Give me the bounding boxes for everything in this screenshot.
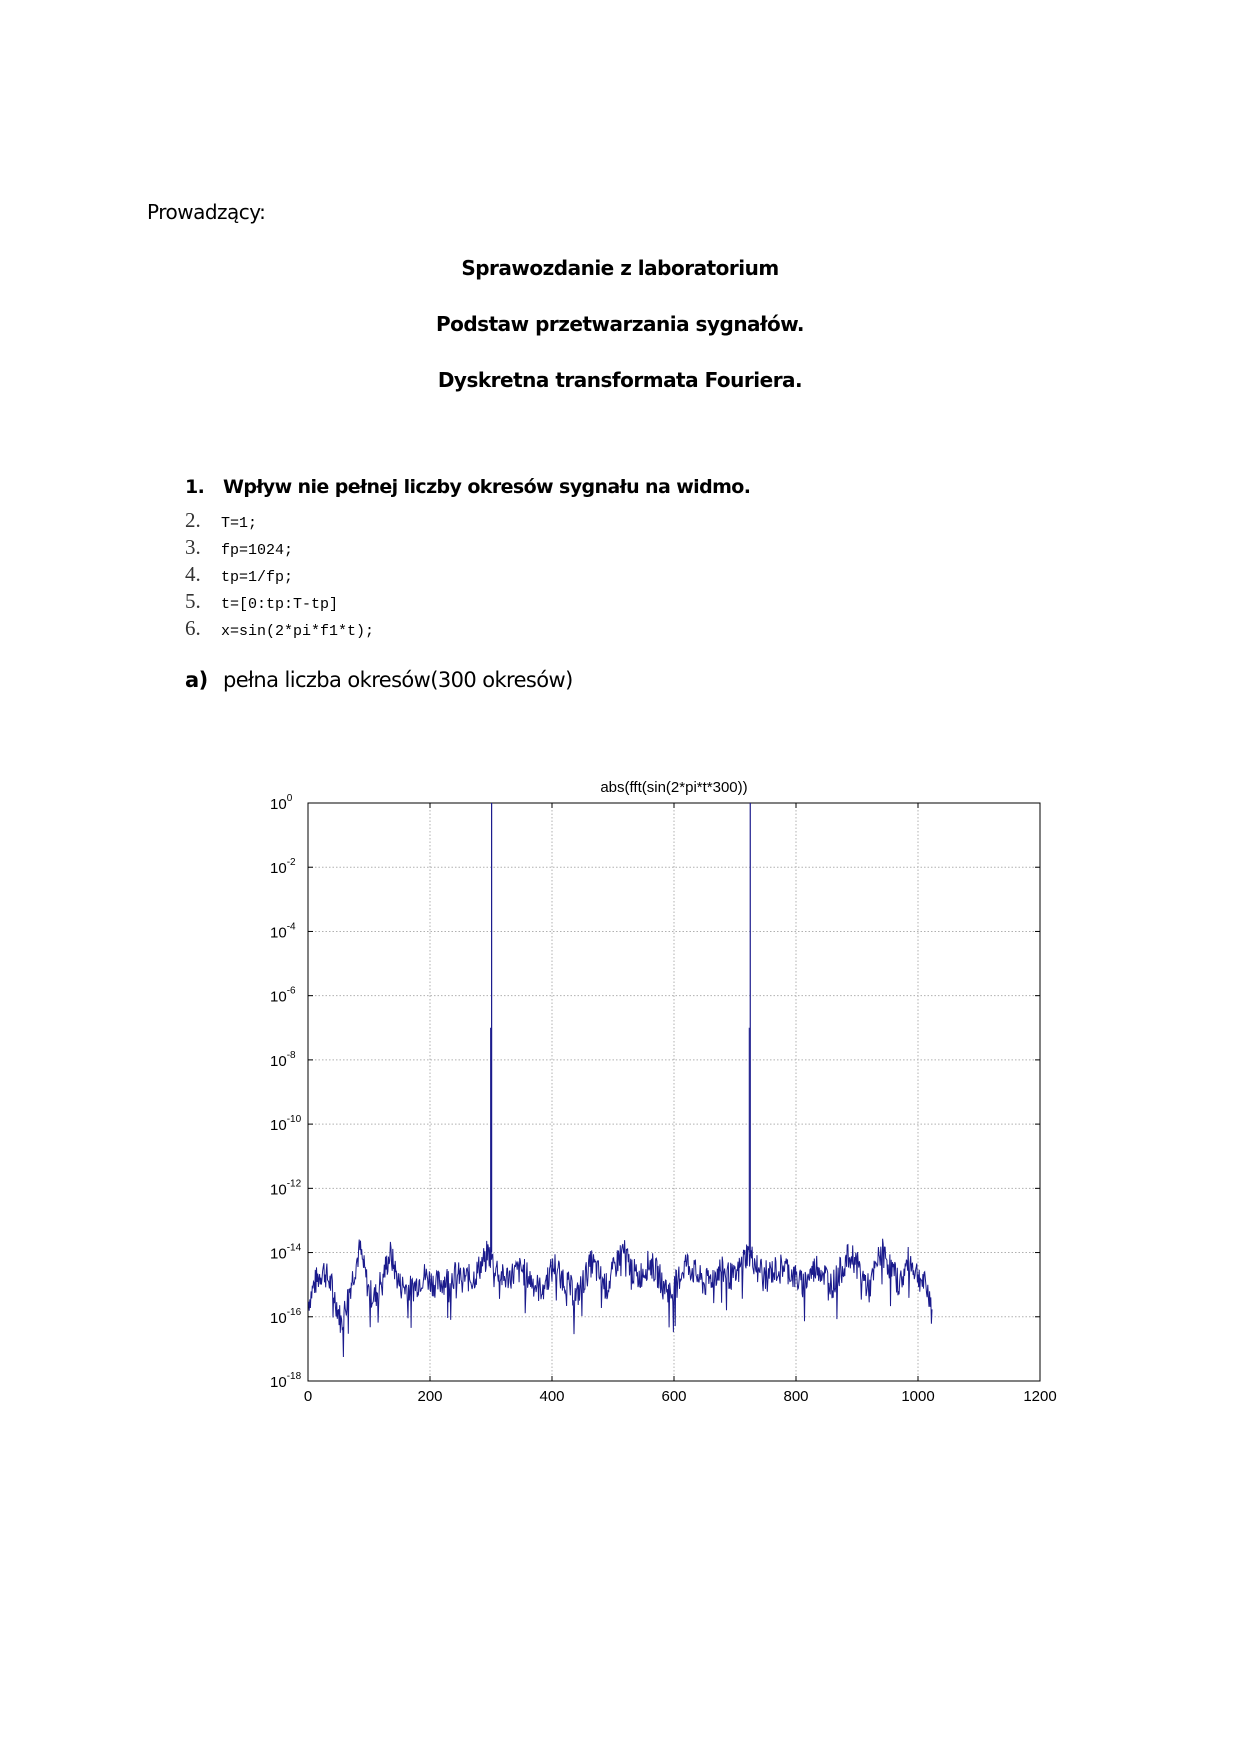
line-number: 3.	[185, 535, 201, 559]
code-text: T=1;	[221, 515, 258, 532]
spectrum-peaks	[491, 803, 751, 1253]
report-title: Sprawozdanie z laboratorium	[461, 256, 779, 280]
line-number: 2.	[185, 508, 201, 532]
svg-text:10-10: $10^{-10}$	[270, 1114, 302, 1135]
svg-text:10-12: $10^{-12}$	[270, 1178, 302, 1199]
section-title: Wpływ nie pełnej liczby okresów sygnału na widmo.	[223, 476, 751, 498]
svg-text:10-14: $10^{-14}$	[270, 1242, 302, 1263]
spectrum-line	[309, 1239, 932, 1357]
subsection-label: a)	[185, 668, 208, 692]
svg-text:200: 200	[417, 1388, 443, 1405]
topic-title: Dyskretna transformata Fouriera.	[437, 368, 803, 392]
svg-text:0: 0	[303, 1388, 313, 1405]
code-text: tp=1/fp;	[221, 569, 294, 586]
line-number: 5.	[185, 589, 201, 613]
chart-title: abs(fft(sin(2*pi*t*300))	[600, 779, 748, 796]
svg-text:400: 400	[539, 1388, 565, 1405]
lecturer-label: Prowadzący:	[147, 200, 266, 224]
svg-text:100: $10^0$	[270, 793, 293, 813]
svg-text:10-4: $10^{-4}$	[270, 921, 296, 942]
svg-text:10-18: $10^{-18}$	[270, 1371, 302, 1391]
code-text: x=sin(2*pi*f1*t);	[221, 623, 375, 640]
subsection-title: pełna liczba okresów(300 okresów)	[223, 668, 573, 692]
svg-text:600: 600	[661, 1388, 687, 1405]
code-text: t=[0:tp:T-tp]	[221, 596, 339, 613]
course-title: Podstaw przetwarzania sygnałów.	[435, 312, 805, 336]
section-number: 1.	[185, 476, 205, 498]
svg-text:10-2: $10^{-2}$	[270, 857, 296, 878]
svg-text:800: 800	[783, 1388, 809, 1405]
line-number: 4.	[185, 562, 201, 586]
svg-text:1200: 1200	[1023, 1388, 1057, 1405]
code-text: fp=1024;	[221, 542, 294, 559]
line-number: 6.	[185, 616, 201, 640]
svg-text:1000: 1000	[901, 1388, 935, 1405]
svg-text:10-6: $10^{-6}$	[270, 985, 296, 1006]
axis-ticks	[270, 793, 1057, 1405]
svg-text:10-8: $10^{-8}$	[270, 1049, 296, 1070]
svg-text:10-16: $10^{-16}$	[270, 1306, 302, 1327]
